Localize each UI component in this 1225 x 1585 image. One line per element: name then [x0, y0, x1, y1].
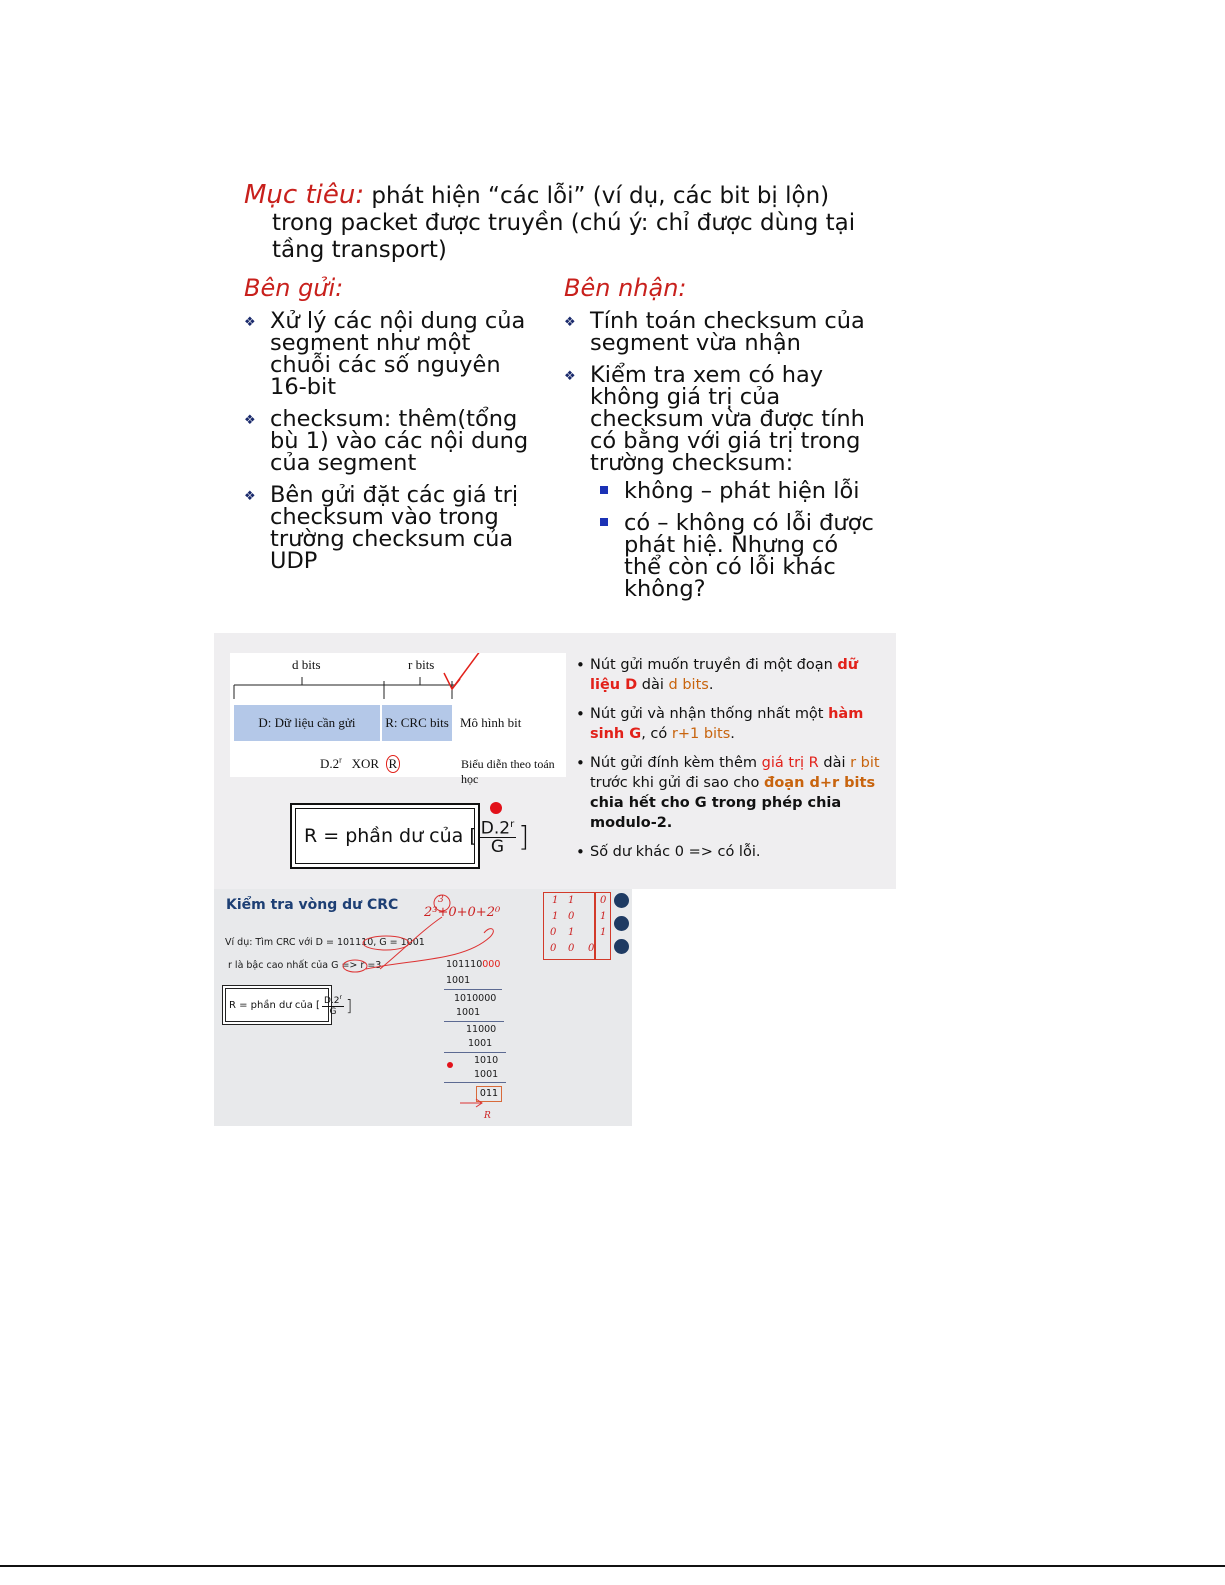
handwritten-matrix: 1 1 0 1 0 1 0 1 1 0 0 0: [543, 892, 611, 960]
example-line: Ví dụ: Tìm CRC với D = 101110, G = 1001: [225, 937, 425, 948]
formula-prefix: R = phần dư của [: [229, 999, 320, 1011]
goal-text: [244, 182, 884, 264]
remainder-box: 011: [476, 1086, 502, 1102]
receiver-heading: Bên nhận:: [564, 274, 687, 302]
math-expr-sup: r: [339, 755, 342, 765]
nav-dot-icon[interactable]: [614, 893, 629, 908]
diamond-bullet-icon: ❖: [244, 315, 256, 330]
crc-box: [382, 705, 452, 741]
dividend: 101110000: [446, 959, 501, 970]
goal-line-2: trong packet được truyền (chú ý: chỉ được dùng tại: [272, 210, 856, 236]
receiver-item-text: Tính toán checksum của segment vừa nhận: [590, 308, 865, 356]
circled-three: 3: [438, 895, 444, 905]
division-row: 11000: [466, 1024, 497, 1035]
division-row: 1001: [468, 1038, 493, 1049]
sub-list-item: [598, 512, 882, 600]
receiver-column: [564, 274, 882, 610]
diamond-bullet-icon: ❖: [244, 413, 256, 428]
sub-list-item: [598, 480, 882, 502]
formula-sup: r: [339, 994, 342, 1001]
formula-fraction: [479, 816, 516, 857]
list-item: • Nút gửi muốn truyền đi một đoạn dữ liệu D dài d bits.: [574, 655, 884, 695]
goal-line-1: phát hiện “các lỗi” (ví dụ, các bit bị lộn): [364, 183, 830, 209]
data-box-label: D: Dữ liệu cần gửi: [258, 715, 356, 730]
nav-dot-icon[interactable]: [614, 916, 629, 931]
square-bullet-icon: [600, 486, 608, 494]
list-item: [244, 310, 534, 398]
list-item: [244, 484, 534, 572]
diamond-bullet-icon: ❖: [564, 315, 576, 330]
crc-bullets: [574, 655, 884, 871]
goal-label: Mục tiêu:: [244, 180, 365, 210]
list-item: [564, 364, 882, 600]
division-row: 1001: [474, 1069, 499, 1080]
formula-den: G: [329, 1007, 337, 1017]
division-row: 1010000: [454, 993, 497, 1004]
bit-model-label: Mô hình bit: [460, 715, 522, 730]
math-expr-d: D.2: [320, 756, 340, 771]
receiver-subitem-text: có – không có lỗi được phát hiệ. Nhưng có thể còn có lỗi khác không?: [624, 510, 874, 602]
handwritten-expression: 2³+0+0+2⁰: [424, 905, 501, 920]
goal-line-3: tầng transport): [272, 237, 447, 263]
red-dot-icon: [490, 802, 502, 814]
formula-suffix: ]: [518, 819, 530, 853]
math-expr: [320, 755, 400, 773]
list-item: • Nút gửi đính kèm thêm giá trị R dài r bit trước khi gửi đi sao cho đoạn d+r bits chia hết cho G trong phép chia modulo-2.: [574, 753, 884, 833]
formula-num: D.2: [323, 996, 340, 1006]
receiver-item-text: Kiểm tra xem có hay không giá trị của checksum vừa được tính có bằng với giá trị trong trường checksum:: [590, 362, 865, 476]
sender-item-text: checksum: thêm(tổng bù 1) vào các nội dung của segment: [270, 406, 529, 476]
diamond-bullet-icon: ❖: [244, 489, 256, 504]
square-bullet-icon: [600, 518, 608, 526]
formula-den: G: [490, 837, 505, 858]
sender-column: [244, 274, 534, 582]
sender-item-text: Bên gửi đặt các giá trị checksum vào trong trường checksum của UDP: [270, 482, 519, 574]
crc-bit-diagram: [230, 653, 566, 786]
r-bits-label: r bits: [408, 657, 435, 672]
math-label: Biểu diễn theo toán học: [461, 757, 555, 786]
list-item: • Nút gửi và nhận thống nhất một hàm sinh G, có r+1 bits.: [574, 704, 884, 744]
division-row: 1010: [474, 1055, 499, 1066]
list-item: [244, 408, 534, 474]
receiver-subitem-text: không – phát hiện lỗi: [624, 478, 860, 504]
nav-dot-icon[interactable]: [614, 939, 629, 954]
list-item: • Số dư khác 0 => có lỗi.: [574, 842, 884, 862]
d-bits-label: d bits: [292, 657, 321, 672]
sender-heading: Bên gửi:: [244, 274, 344, 302]
data-box: [234, 705, 380, 741]
sender-item-text: Xử lý các nội dung của segment như một chuỗi các số nguyên 16-bit: [270, 308, 526, 400]
division-row: 1001: [456, 1007, 481, 1018]
formula-suffix: ]: [345, 995, 353, 1015]
r-definition-line: r là bậc cao nhất của G => r =3: [228, 960, 382, 971]
checksum-slide: [230, 170, 930, 610]
list-item: [564, 310, 882, 354]
handwritten-r: R: [484, 1111, 491, 1121]
crc-concept-slide: [214, 633, 896, 889]
math-xor: XOR: [351, 756, 380, 771]
slide-title: Kiểm tra vòng dư CRC: [226, 897, 399, 913]
math-r-circled: R: [386, 755, 401, 773]
formula-num: D.2: [480, 818, 511, 839]
crc-example-slide: [214, 889, 632, 1126]
diamond-bullet-icon: ❖: [564, 369, 576, 384]
division-row: 1001: [446, 975, 471, 986]
formula-sup: r: [510, 818, 515, 830]
remainder-formula: [290, 803, 530, 869]
formula-prefix: R = phần dư của [: [304, 825, 477, 847]
page-bottom-border: [0, 1565, 1225, 1567]
crc-box-label: R: CRC bits: [385, 715, 449, 730]
